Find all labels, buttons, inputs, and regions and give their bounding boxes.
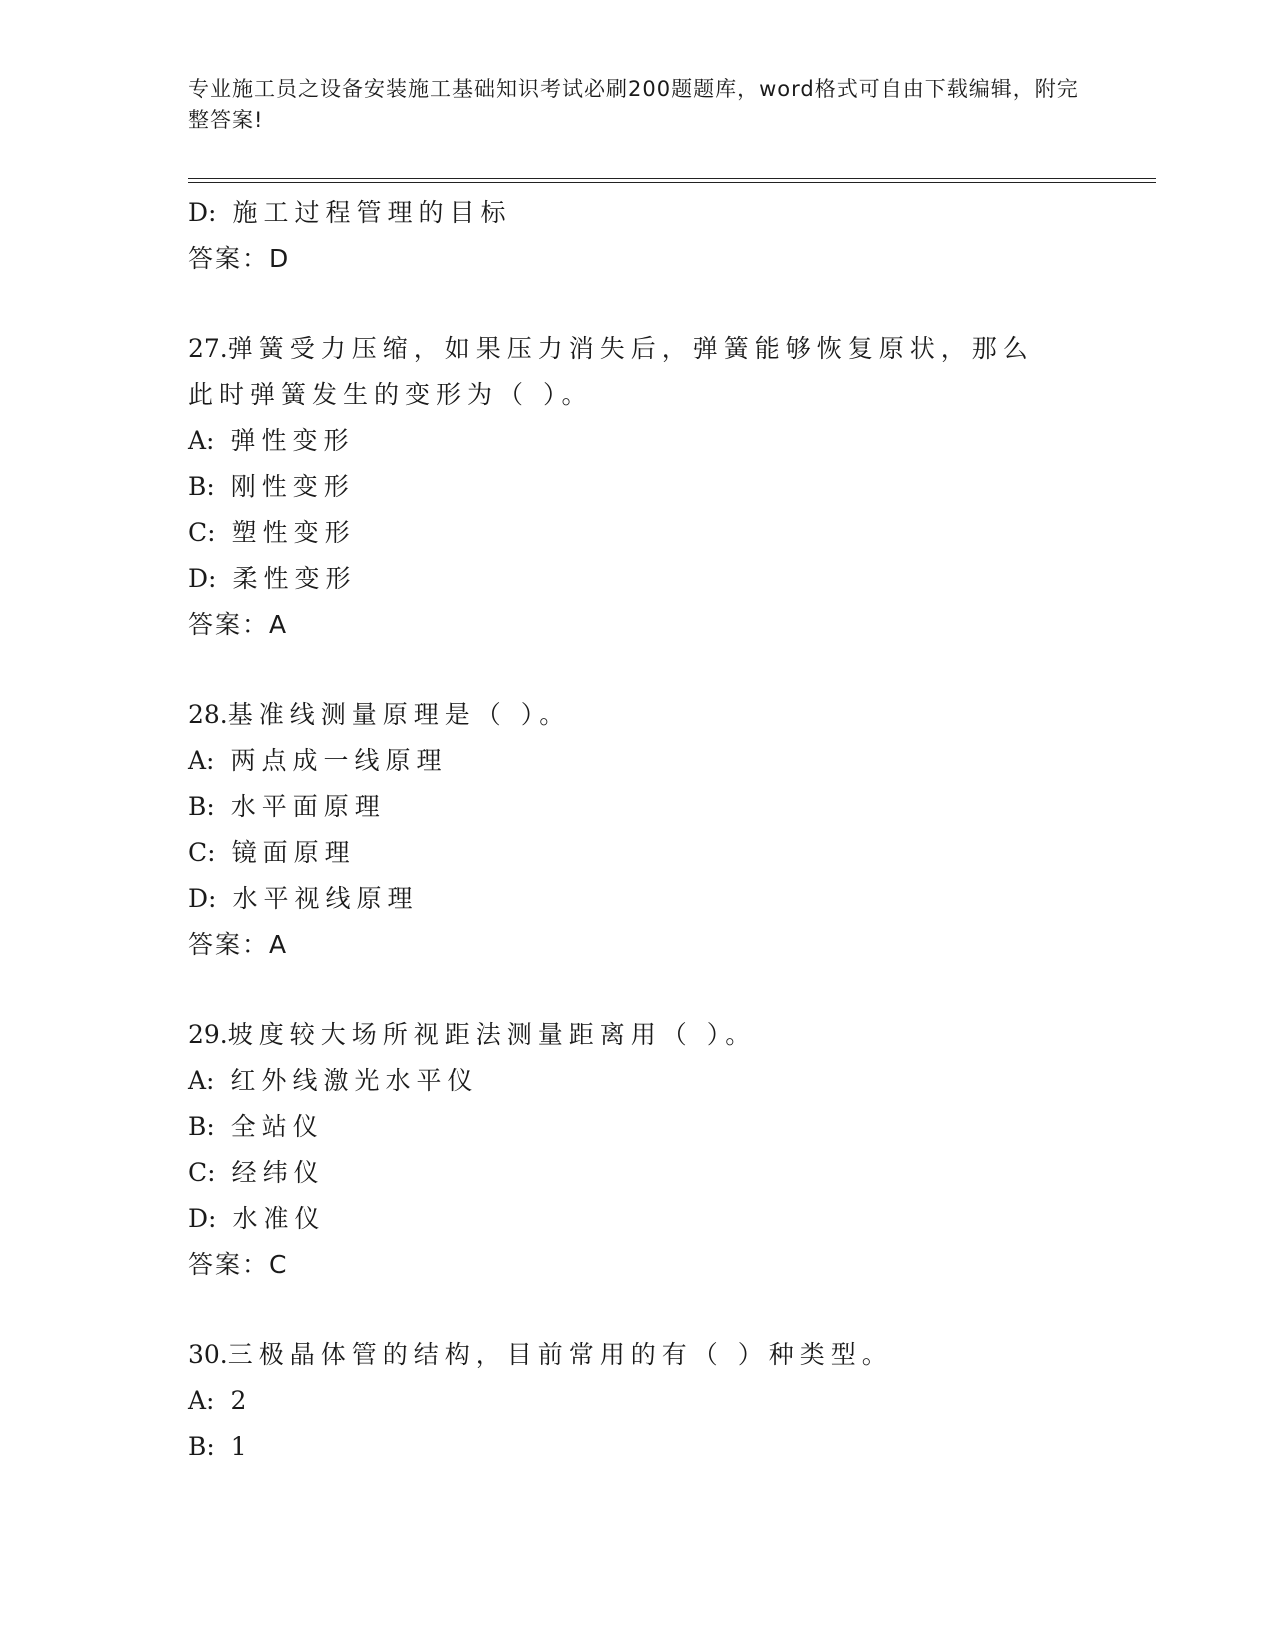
option-label: C: xyxy=(188,838,216,867)
option-text: 柔性变形 xyxy=(232,564,357,593)
header-divider xyxy=(188,178,1156,183)
option-d xyxy=(188,876,1088,922)
option-label: B: xyxy=(188,472,215,501)
option-label: C: xyxy=(188,518,216,547)
answer: 答案：C xyxy=(188,1250,289,1279)
option-label: C: xyxy=(188,1158,216,1187)
option-c xyxy=(188,1150,1088,1196)
option-text: 红外线激光水平仪 xyxy=(230,1066,479,1095)
question-number: 27. xyxy=(188,334,228,363)
option-text: 水平视线原理 xyxy=(232,884,419,913)
option-b xyxy=(188,1104,1088,1150)
option-d xyxy=(188,1196,1088,1242)
option-label: B: xyxy=(188,1432,215,1461)
option-label: D: xyxy=(188,884,217,913)
answer: 答案：A xyxy=(188,610,289,639)
option-text: 全站仪 xyxy=(230,1112,324,1141)
option-a xyxy=(188,418,1088,464)
question-30 xyxy=(188,1332,1088,1378)
option-text: 水平面原理 xyxy=(230,792,386,821)
option-text: 刚性变形 xyxy=(230,472,355,501)
option-label: B: xyxy=(188,1112,215,1141)
question-number: 29. xyxy=(188,1020,228,1049)
option-d xyxy=(188,190,1088,236)
answer: 答案：D xyxy=(188,244,291,273)
option-label: B: xyxy=(188,792,215,821)
question-text: 坡度较大场所视距法测量距离用（ ）。 xyxy=(227,1020,757,1049)
answer: 答案：A xyxy=(188,930,289,959)
option-text: 水准仪 xyxy=(232,1204,326,1233)
document-title: 专业施工员之设备安装施工基础知识考试必刷200题题库，word格式可自由下载编辑，附完整答案! xyxy=(188,77,1079,132)
option-label: A: xyxy=(188,746,215,775)
option-c xyxy=(188,830,1088,876)
option-text: 两点成一线原理 xyxy=(230,746,448,775)
option-a xyxy=(188,1378,1088,1424)
option-text: 镜面原理 xyxy=(231,838,356,867)
option-b xyxy=(188,1424,1088,1470)
option-text: 塑性变形 xyxy=(231,518,356,547)
option-text: 施工过程管理的目标 xyxy=(232,198,512,227)
question-number: 28. xyxy=(188,700,228,729)
option-text: 2 xyxy=(230,1386,247,1415)
question-list xyxy=(188,190,1088,1470)
option-a xyxy=(188,738,1088,784)
option-label: A: xyxy=(188,1386,215,1415)
option-c xyxy=(188,510,1088,556)
option-d xyxy=(188,556,1088,602)
question-29 xyxy=(188,1012,1088,1058)
option-label: D: xyxy=(188,564,217,593)
option-label: D: xyxy=(188,198,217,227)
question-text: 三极晶体管的结构，目前常用的有（ ）种类型。 xyxy=(227,1340,893,1369)
option-label: A: xyxy=(188,426,215,455)
option-text: 经纬仪 xyxy=(231,1158,325,1187)
question-number: 30. xyxy=(188,1340,228,1369)
question-28 xyxy=(188,692,1088,738)
option-text: 1 xyxy=(230,1432,247,1461)
question-text: 基准线测量原理是（ ）。 xyxy=(227,700,571,729)
question-27 xyxy=(188,326,1048,418)
option-text: 弹性变形 xyxy=(230,426,355,455)
option-label: A: xyxy=(188,1066,215,1095)
question-text: 弹簧受力压缩，如果压力消失后，弹簧能够恢复原状，那么此时弹簧发生的变形为（ ）。 xyxy=(188,334,1034,409)
option-label: D: xyxy=(188,1204,217,1233)
option-b xyxy=(188,784,1088,830)
option-b xyxy=(188,464,1088,510)
option-a xyxy=(188,1058,1088,1104)
